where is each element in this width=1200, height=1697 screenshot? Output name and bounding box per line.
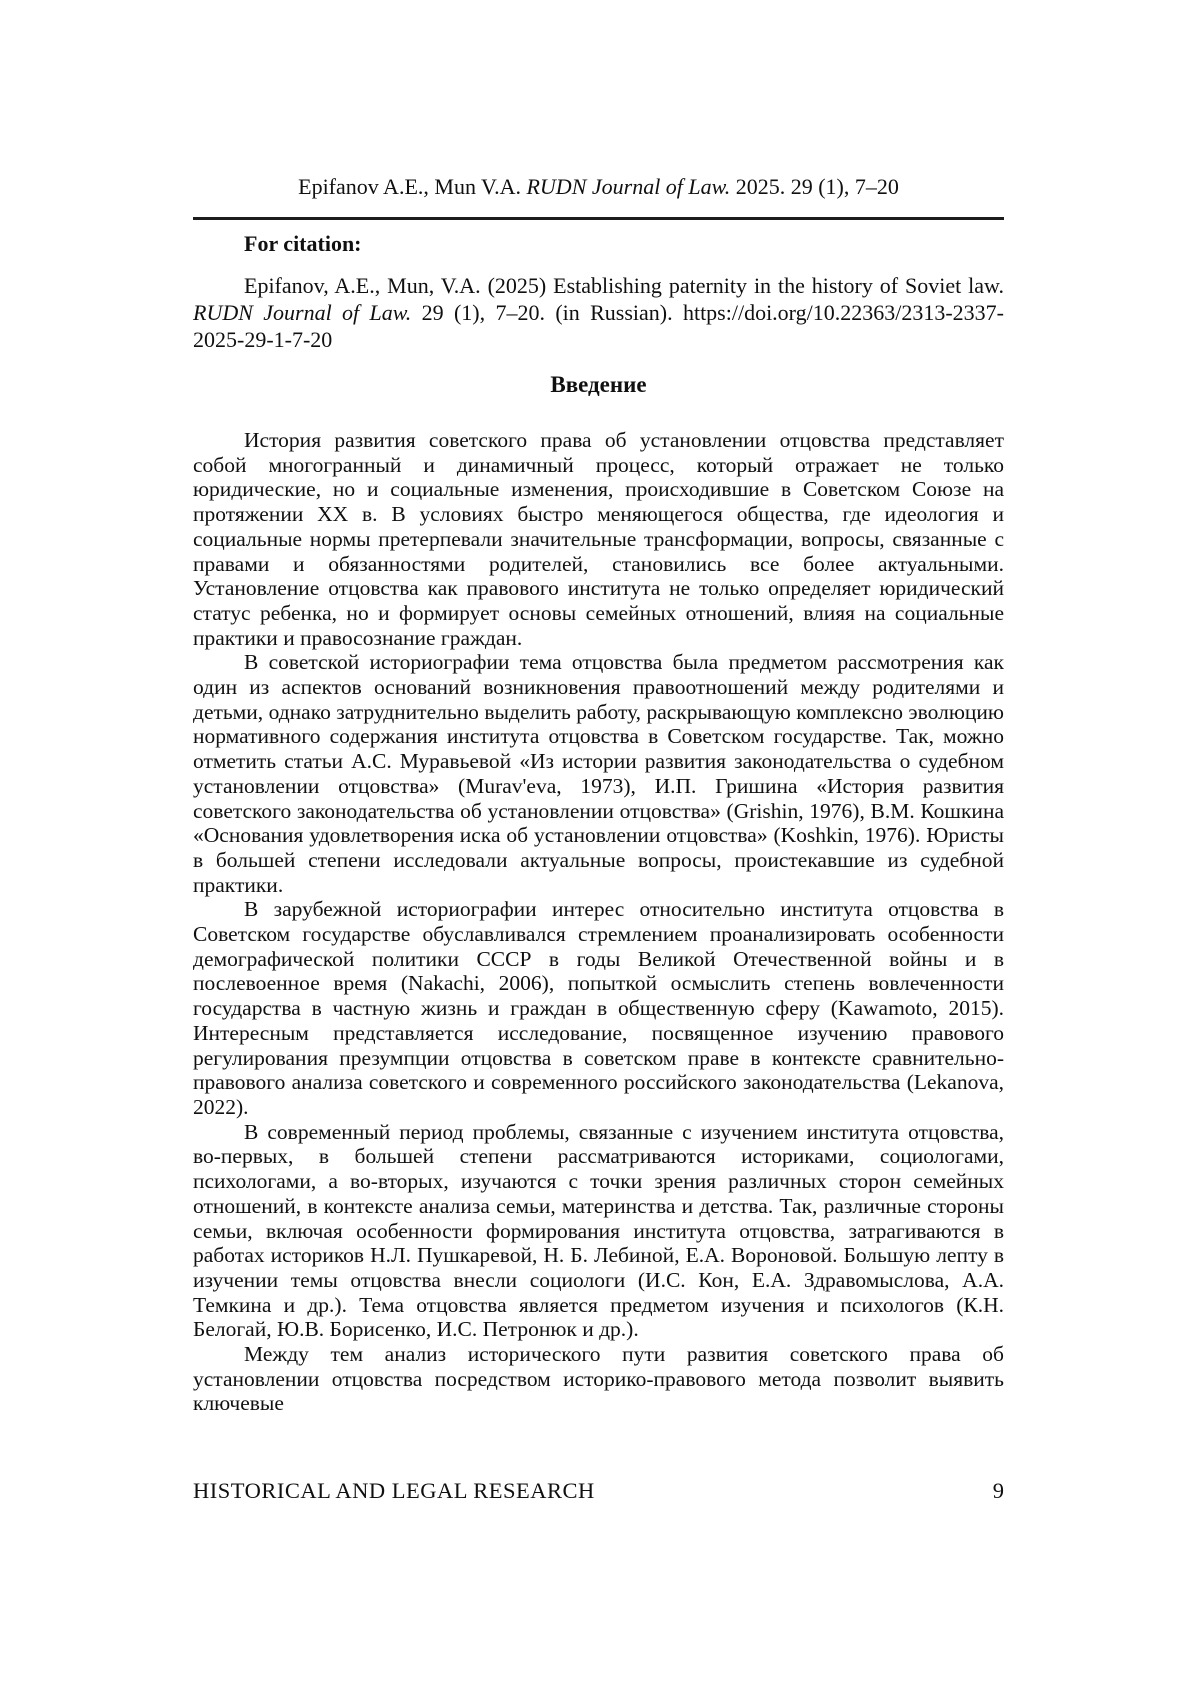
page-footer: [193, 1478, 1004, 1504]
header-divider-rule: [193, 217, 1004, 220]
running-head-journal-title: RUDN Journal of Law.: [526, 174, 731, 199]
body-paragraph-3: В зарубежной историографии интерес относительно института отцовства в Советском государстве обуславливался стремлением проанализировать особенности демографической политики СССР в годы Великой Отечественной войны и в послевоенное время (Nakachi, 2006), попыткой осмыслить степень вовлеченности государства в частную жизнь и граждан в общественную сферу (Kawamoto, 2015). Интересным представляется исследование, посвященное изучению правового регулирования презумпции отцовства в советском праве в контексте сравнительно-правового анализа советского и современного российского законодательства (Lekanova, 2022).: [193, 897, 1004, 1119]
citation-text-start: Epifanov, A.E., Mun, V.A. (2025) Establishing paternity in the history of Soviet law.: [244, 273, 1004, 298]
running-head-authors: Epifanov A.E., Mun V.A.: [298, 174, 527, 199]
section-heading-introduction: Введение: [550, 372, 647, 397]
body-paragraph-4: В современный период проблемы, связанные с изучением института отцовства, во-первых, в большей степени рассматриваются историками, социологами, психологами, а во-вторых, изучаются с точки зрения различных сторон семейных отношений, в контексте анализа семьи, материнства и детства. Так, различные стороны семьи, включая особенности формирования института отцовства, затрагиваются в работах историков Н.Л. Пушкаревой, Н. Б. Лебиной, Е.А. Вороновой. Большую лепту в изучении темы отцовства внесли социологи (И.С. Кон, Е.А. Здравомыслова, А.А. Темкина и др.). Тема отцовства является предметом изучения и психологов (К.Н. Белогай, Ю.В. Борисенко, И.С. Петронюк и др.).: [193, 1119, 1004, 1342]
body-paragraph-1: История развития советского права об установлении отцовства представляет собой многогранный и динамичный процесс, который отражает не только юридические, но и социальные изменения, происходившие в Советском Союзе на протяжении XX в. В условиях быстро меняющегося общества, где идеология и социальные нормы претерпевали значительные трансформации, вопросы, связанные с правами и обязанностями родителей, становились все более актуальными. Установление отцовства как правового института не только определяет юридический статус ребенка, но и формирует основы семейных отношений, влияя на социальные практики и правосознание граждан.: [193, 428, 1004, 650]
footer-section-title: HISTORICAL AND LEGAL RESEARCH: [193, 1478, 595, 1503]
body-paragraph-5: Между тем анализ исторического пути развития советского права об установлении отцовства посредством историко-правового метода позволит выявить ключевые: [193, 1342, 1004, 1416]
page-number: 9: [992, 1478, 1004, 1503]
running-head-issue: 2025. 29 (1), 7–20: [730, 174, 899, 199]
citation-text-end: 29 (1), 7–20. (in Russian). https://doi.org/10.22363/2313-2337-2025-29-1-7-20: [193, 300, 1004, 352]
body-paragraph-2: В советской историографии тема отцовства была предметом рассмотрения как один из аспектов оснований возникновения правоотношений между родителями и детьми, однако затруднительно выделить работу, раскрывающую комплексно эволюцию нормативного содержания института отцовства в Советском государстве. Так, можно отметить статьи А.С. Муравьевой «Из истории развития законодательства о судебном установлении отцовства» (Murav'eva, 1973), И.П. Гришина «История развития советского законодательства об установлении отцовства» (Grishin, 1976), В.М. Кошкина «Основания удовлетворения иска об установлении отцовства» (Koshkin, 1976). Юристы в большей степени исследовали актуальные вопросы, проистекавшие из судебной практики.: [193, 650, 1004, 897]
citation-journal-title: RUDN Journal of Law.: [193, 300, 412, 325]
citation-paragraph: [193, 272, 1004, 353]
article-body: [193, 428, 1004, 1416]
for-citation-label: For citation:: [244, 231, 362, 256]
running-head: [193, 174, 1004, 200]
